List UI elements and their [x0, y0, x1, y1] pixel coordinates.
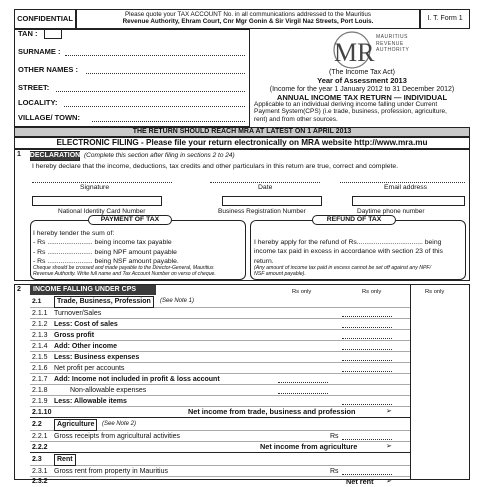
declaration-note: (Complete this section after filing in sections 2 to 24): [84, 152, 235, 159]
row-2-1: 2.1 Trade, Business, Profession (See Note 1): [30, 296, 410, 308]
surname-field[interactable]: [65, 55, 245, 56]
payment-line-nsf: - Rs ........................ being NSF amount payable.: [33, 258, 179, 266]
agriculture-label: Agriculture: [54, 419, 97, 431]
notice-line2: Revenue Authority, Ehram Court, Cnr Mgr Gonin & Sir Virgil Naz Streets, Port Louis.: [122, 18, 374, 26]
payment-line-tax: - Rs ........................ being income tax payable: [33, 239, 172, 247]
row-2-2-1: 2.2.1 Gross receipts from agricultural activities Rs: [30, 431, 410, 442]
row-2-1-8: 2.1.8 Non-allowable expenses: [30, 385, 410, 396]
business-expenses-field[interactable]: [342, 360, 392, 361]
row-2-2: 2.2 Agriculture (See Note 2): [30, 419, 410, 431]
logo-text-2: REVENUE: [376, 40, 404, 47]
title-block: [252, 69, 472, 102]
arrow-icon: ➢: [386, 478, 392, 485]
brn-label: Business Registration Number: [218, 208, 306, 215]
efiling-bar: [14, 137, 470, 149]
rs-only-col-3: Rs only: [425, 289, 445, 295]
phone-field[interactable]: [352, 196, 465, 206]
payment-note: Cheque should be crossed and made payable to the Director-General, Mauritius Revenue Authority. Write full name and Tax Account Number on verso of cheque.: [33, 265, 216, 277]
row-2-3-2: 2.3.2 Net rent ➢: [32, 477, 392, 486]
section-1-number: 1: [17, 151, 21, 158]
payment-body: [33, 229, 179, 267]
refund-title-box: [312, 215, 396, 225]
deadline-bar: [14, 127, 470, 137]
rent-label: Rent: [54, 454, 76, 466]
row-2-1-9: 2.1.9 Less: Allowable items: [30, 396, 410, 407]
row-2-1-5: 2.1.5 Less: Business expenses: [30, 352, 410, 363]
payment-line-npf: - Rs ........................ being NPF amount payable: [33, 248, 177, 256]
tan-input[interactable]: [44, 28, 62, 39]
brn-field[interactable]: [222, 196, 322, 206]
refund-line-3: return.: [254, 257, 274, 265]
rs-only-col-2: Rs only: [362, 289, 382, 295]
cost-of-sales-field[interactable]: [342, 327, 392, 328]
arrow-icon: ➢: [386, 408, 392, 415]
row-2-1-10: 2.1.10 Net income from trade, business and profession ➢: [30, 407, 410, 418]
row-2-1-1: 2.1.1 Turnover/Sales: [30, 308, 410, 319]
turnover-field[interactable]: [342, 316, 392, 317]
signature-label: Signature: [80, 184, 110, 191]
nic-field[interactable]: [32, 196, 162, 206]
signature-field[interactable]: [32, 182, 172, 183]
section-2-title: INCOME FALLING UNDER CPS: [33, 285, 137, 293]
declaration-label: DECLARATION: [29, 151, 81, 159]
mra-logo: [322, 30, 432, 72]
trade-label: Trade, Business, Profession: [54, 296, 154, 308]
other-names-label: OTHER NAMES :: [18, 65, 78, 74]
refund-body: [254, 238, 464, 266]
notice-line1: Please quote your TAX ACCOUNT No. in all communications addressed to the Mauritius: [124, 11, 372, 18]
row-2-1-4: 2.1.4 Add: Other income: [30, 341, 410, 352]
declaration-label-box: [30, 151, 80, 161]
date-label: Date: [258, 184, 273, 191]
form-number: I. T. Form 1: [427, 14, 463, 22]
column-divider: [410, 284, 411, 480]
deadline-text: THE RETURN SHOULD REACH MRA AT LATEST ON 1 APRIL 2013: [132, 127, 352, 135]
row-2-1-3: 2.1.3 Gross profit: [30, 330, 410, 341]
act-text: (The Income Tax Act): [328, 69, 395, 76]
refund-title: REFUND OF TAX: [326, 216, 382, 224]
confidential-label: CONFIDENTIAL: [17, 13, 73, 23]
confidential-box: [14, 9, 76, 29]
village-field[interactable]: [92, 121, 245, 122]
logo-text-3: AUTHORITY: [376, 47, 410, 53]
village-label: VILLAGE/ TOWN:: [18, 113, 80, 122]
rs-only-col-1: Rs only: [292, 289, 312, 295]
refund-line-2: income tax paid in excess in accordance with section 23 of this: [254, 248, 443, 256]
row-2-1-2: 2.1.2 Less: Cost of sales: [30, 319, 410, 330]
tan-label: TAN :: [18, 29, 38, 38]
refund-note: (Any amount of income tax paid in excess cannot be set off against any NPF/ NSF amount payable).: [254, 265, 432, 277]
locality-label: LOCALITY:: [18, 98, 58, 107]
section-2-number: 2: [17, 286, 21, 293]
income-not-included-field[interactable]: [278, 382, 328, 383]
other-income-field[interactable]: [342, 349, 392, 350]
agri-receipts-field[interactable]: [342, 439, 392, 440]
period-text: (Income for the year 1 January 2012 to 31 December 2012): [269, 85, 455, 93]
payment-title: PAYMENT OF TAX: [100, 216, 160, 224]
arrow-icon: ➢: [386, 443, 392, 450]
phone-label: Daytime phone number: [357, 208, 425, 215]
applicable-text: Applicable to an individual deriving income falling under Current Payment System(CPS) (i.e trade, business, profession, agriculture, rent) and from other sources.: [254, 101, 447, 123]
row-2-2-2: 2.2.2 Net income from agriculture ➢: [30, 442, 410, 453]
refund-line-1: I hereby apply for the refund of Rs................................... being: [254, 239, 442, 246]
non-allowable-field[interactable]: [278, 393, 328, 394]
gross-profit-field[interactable]: [342, 338, 392, 339]
surname-label: SURNAME :: [18, 47, 61, 56]
declaration-text: I hereby declare that the income, deductions, tax credits and other particulars in this return are true, correct and complete.: [32, 163, 399, 170]
payment-title-box: [88, 215, 172, 225]
row-2-3: 2.3 Rent: [30, 454, 410, 466]
efiling-text: ELECTRONIC FILING - Please file your return electronically on MRA website http://www.mra.mu: [56, 138, 428, 148]
other-names-field[interactable]: [86, 73, 245, 74]
locality-field[interactable]: [64, 106, 245, 107]
form-number-box: [420, 9, 470, 29]
email-field[interactable]: [340, 182, 465, 183]
assessment-year: Year of Assessment 2013: [317, 76, 407, 86]
street-label: STREET:: [18, 83, 50, 92]
row-2-3-1: 2.3.1 Gross rent from property in Mauritius Rs: [30, 466, 410, 477]
row-2-1-7: 2.1.7 Add: Income not included in profit & loss account: [30, 374, 410, 385]
street-field[interactable]: [56, 91, 245, 92]
row-2-1-6: 2.1.6 Net profit per accounts: [30, 363, 410, 374]
allowable-items-field[interactable]: [342, 404, 392, 405]
payment-intro: I hereby tender the sum of:: [33, 230, 115, 237]
nic-label: National Identity Card Number: [58, 208, 146, 215]
section-2-title-box: [30, 285, 156, 295]
notice-box: [76, 9, 420, 29]
net-profit-field[interactable]: [342, 371, 392, 372]
svg-text:MR: MR: [334, 38, 375, 67]
email-label: Email address: [384, 184, 428, 191]
return-title: ANNUAL INCOME TAX RETURN — INDIVIDUAL: [276, 92, 448, 102]
logo-text-1: MAURITIUS: [376, 34, 408, 40]
gross-rent-field[interactable]: [342, 474, 392, 475]
date-field[interactable]: [210, 182, 320, 183]
